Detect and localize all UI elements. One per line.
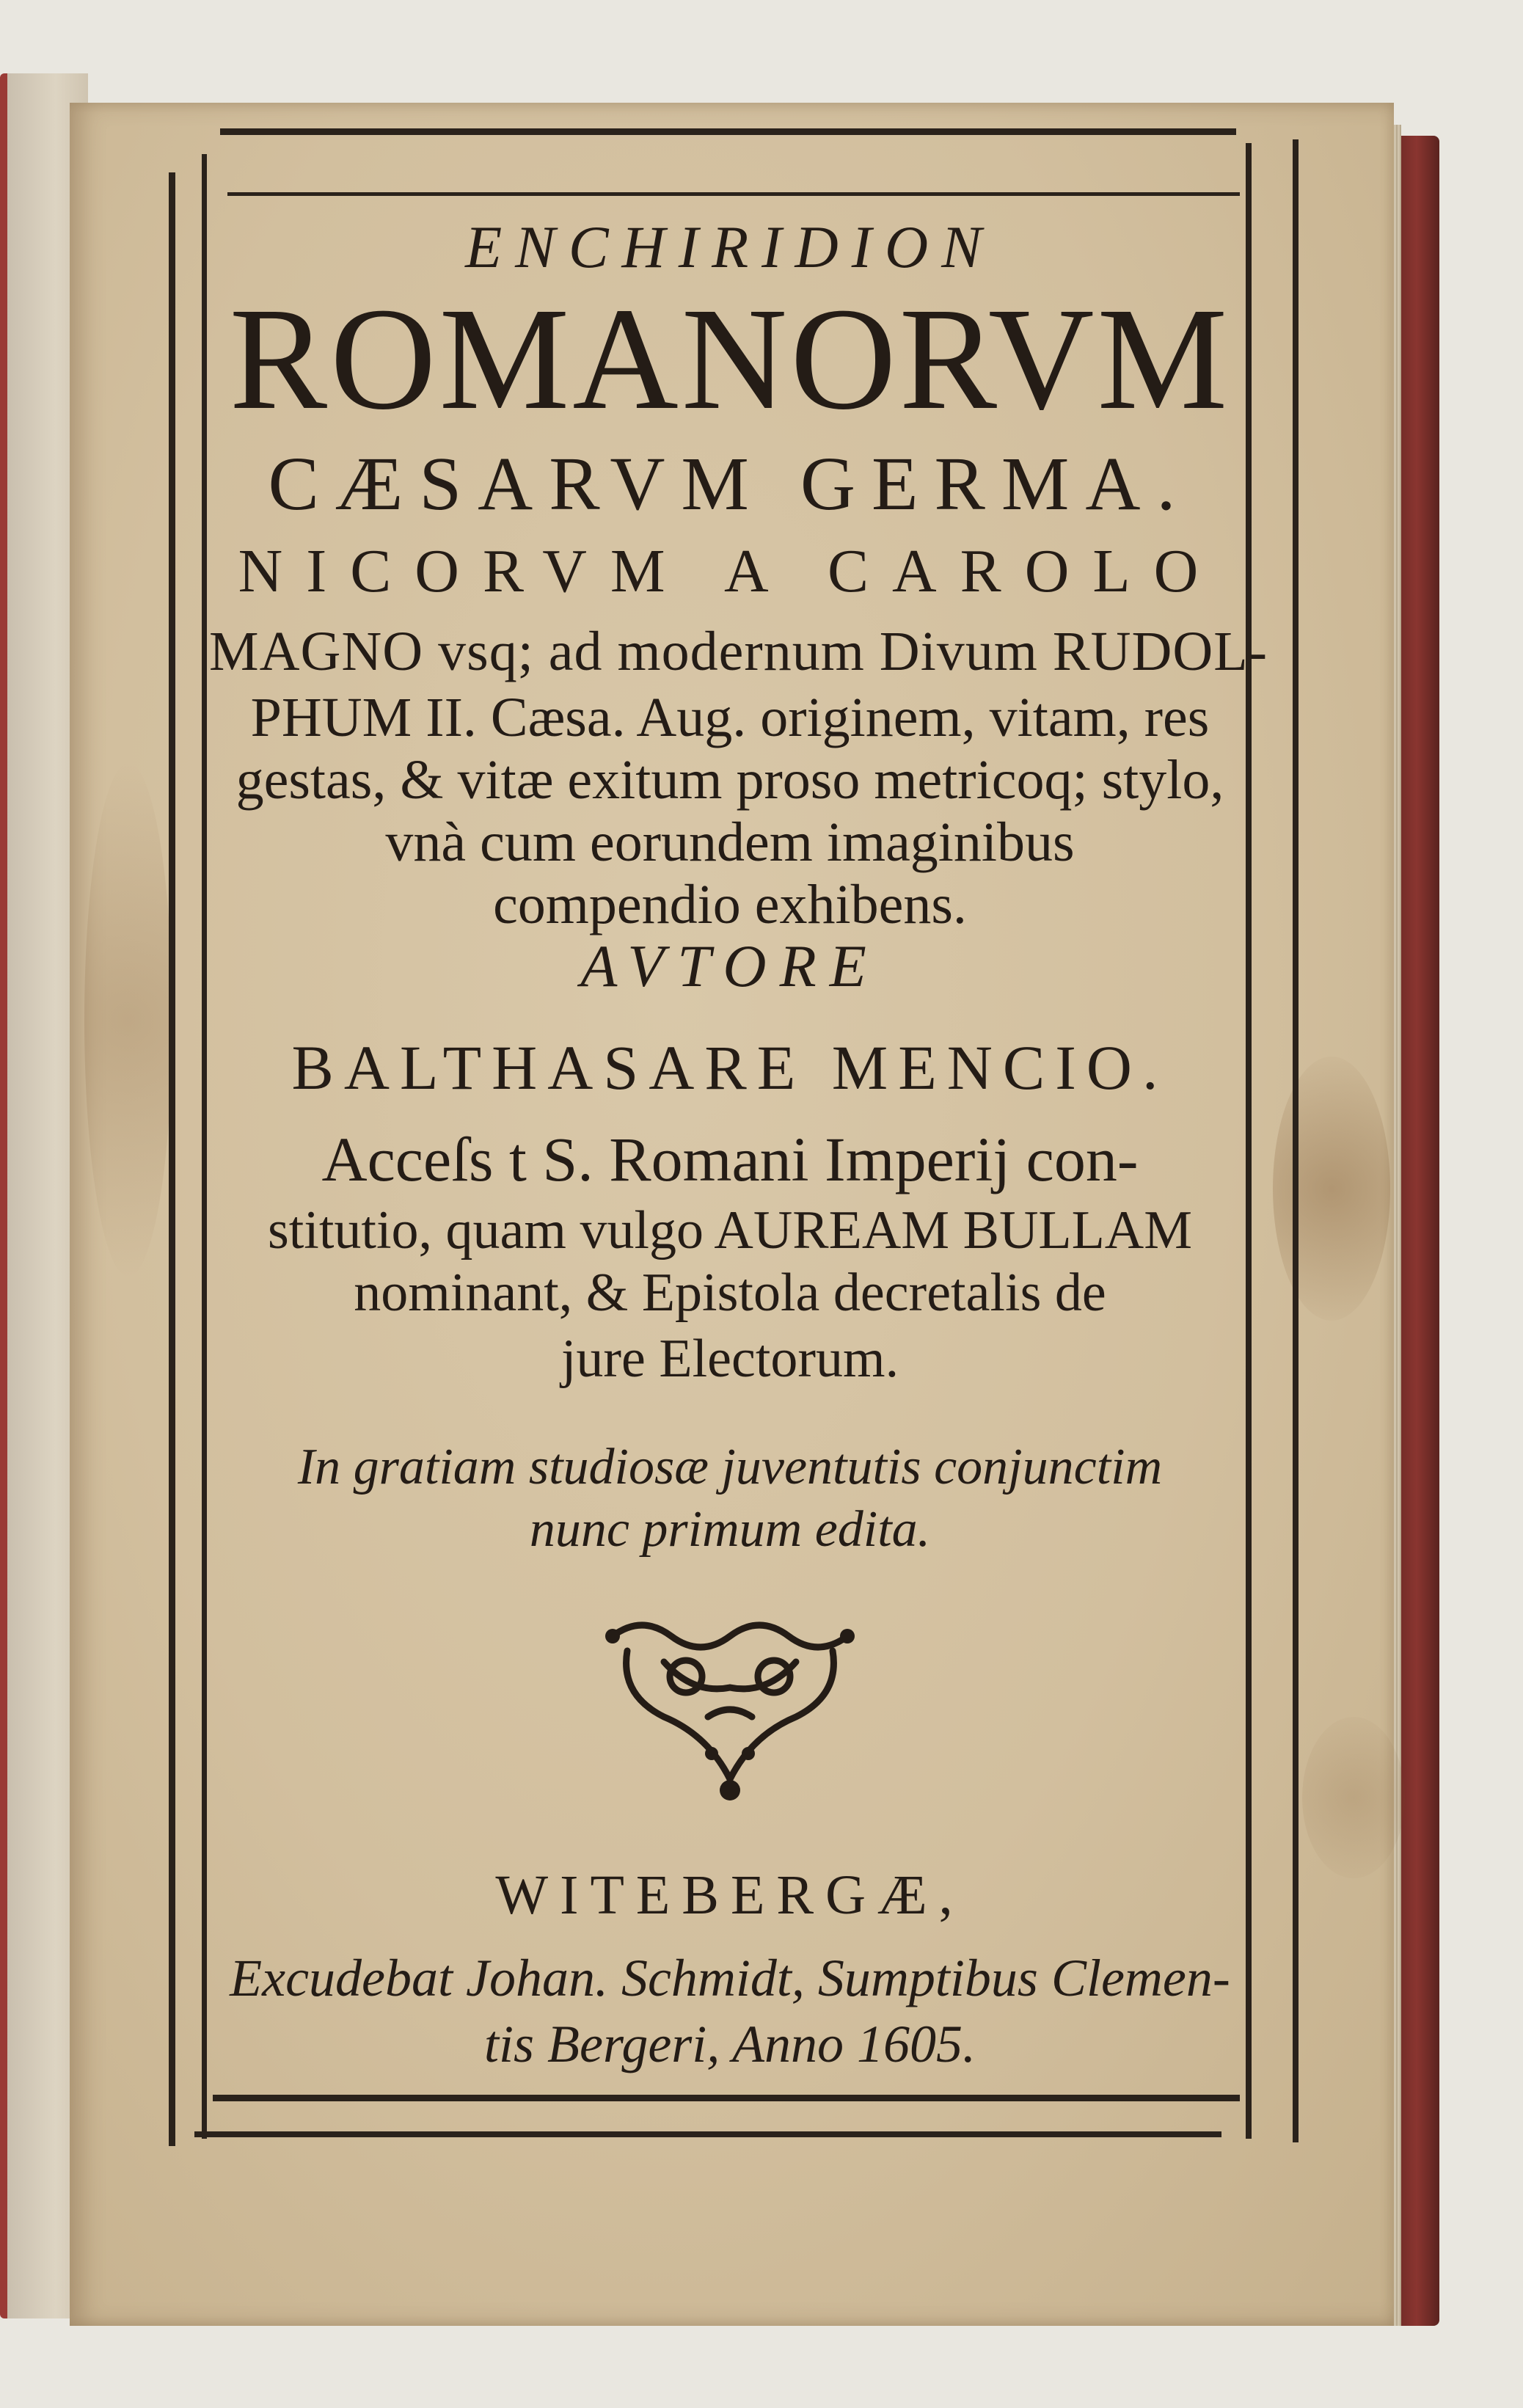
- title-line-9: compendio exhibens.: [493, 874, 967, 935]
- dedication-line-2: nunc primum edita.: [529, 1501, 931, 1558]
- stain: [1302, 1717, 1405, 1878]
- imprint-line-2: tis Bergeri, Anno 1605.: [484, 2015, 976, 2073]
- frame-rule-bottom-inner: [213, 2095, 1240, 2101]
- addendum-line-1: Acceſs t S. Romani Imperij con-: [321, 1124, 1139, 1194]
- author-name: BALTHASARE MENCIO.: [291, 1032, 1169, 1103]
- title-line-4: NICORVM A CAROLO: [238, 537, 1222, 605]
- title-line-3: CÆSARVM GERMA.: [268, 442, 1192, 526]
- author-label: AVTORE: [580, 933, 880, 999]
- stain: [1273, 1057, 1390, 1321]
- frame-rule-left-outer: [169, 172, 175, 2146]
- dedication-line-1: In gratiam studiosæ juventutis conjunctim: [297, 1439, 1163, 1495]
- frame-rule-right-outer: [1293, 139, 1299, 2142]
- addendum-line-2: stitutio, quam vulgo AUREAM BULLAM: [267, 1200, 1193, 1260]
- title-line-2: ROMANORVM: [229, 278, 1231, 440]
- imprint-place: WITEBERGÆ,: [495, 1864, 965, 1926]
- frame-rule-top-outer: [220, 128, 1236, 135]
- imprint-line-1: Excudebat Johan. Schmidt, Sumptibus Clemen-: [230, 1949, 1230, 2007]
- frame-rule-bottom-outer: [194, 2131, 1221, 2137]
- frame-rule-left-inner: [202, 154, 207, 2139]
- title-line-8: vnà cum eorundem imaginibus: [385, 811, 1075, 873]
- addendum-line-4: jure Electorum.: [560, 1329, 899, 1389]
- title-line-1: ENCHIRIDION: [465, 214, 995, 280]
- title-line-7: gestas, & vitæ exitum proso metricoq; stylo,: [235, 749, 1224, 811]
- frame-rule-top-inner: [227, 192, 1240, 196]
- printers-fleuron-icon: [598, 1607, 862, 1812]
- stain: [84, 763, 172, 1277]
- addendum-line-3: nominant, & Epistola decretalis de: [354, 1263, 1106, 1323]
- title-line-6: PHUM II. Cæsa. Aug. originem, vitam, res: [250, 687, 1210, 748]
- title-line-5: MAGNO vsq; ad modernum Divum RUDOL-: [209, 621, 1268, 682]
